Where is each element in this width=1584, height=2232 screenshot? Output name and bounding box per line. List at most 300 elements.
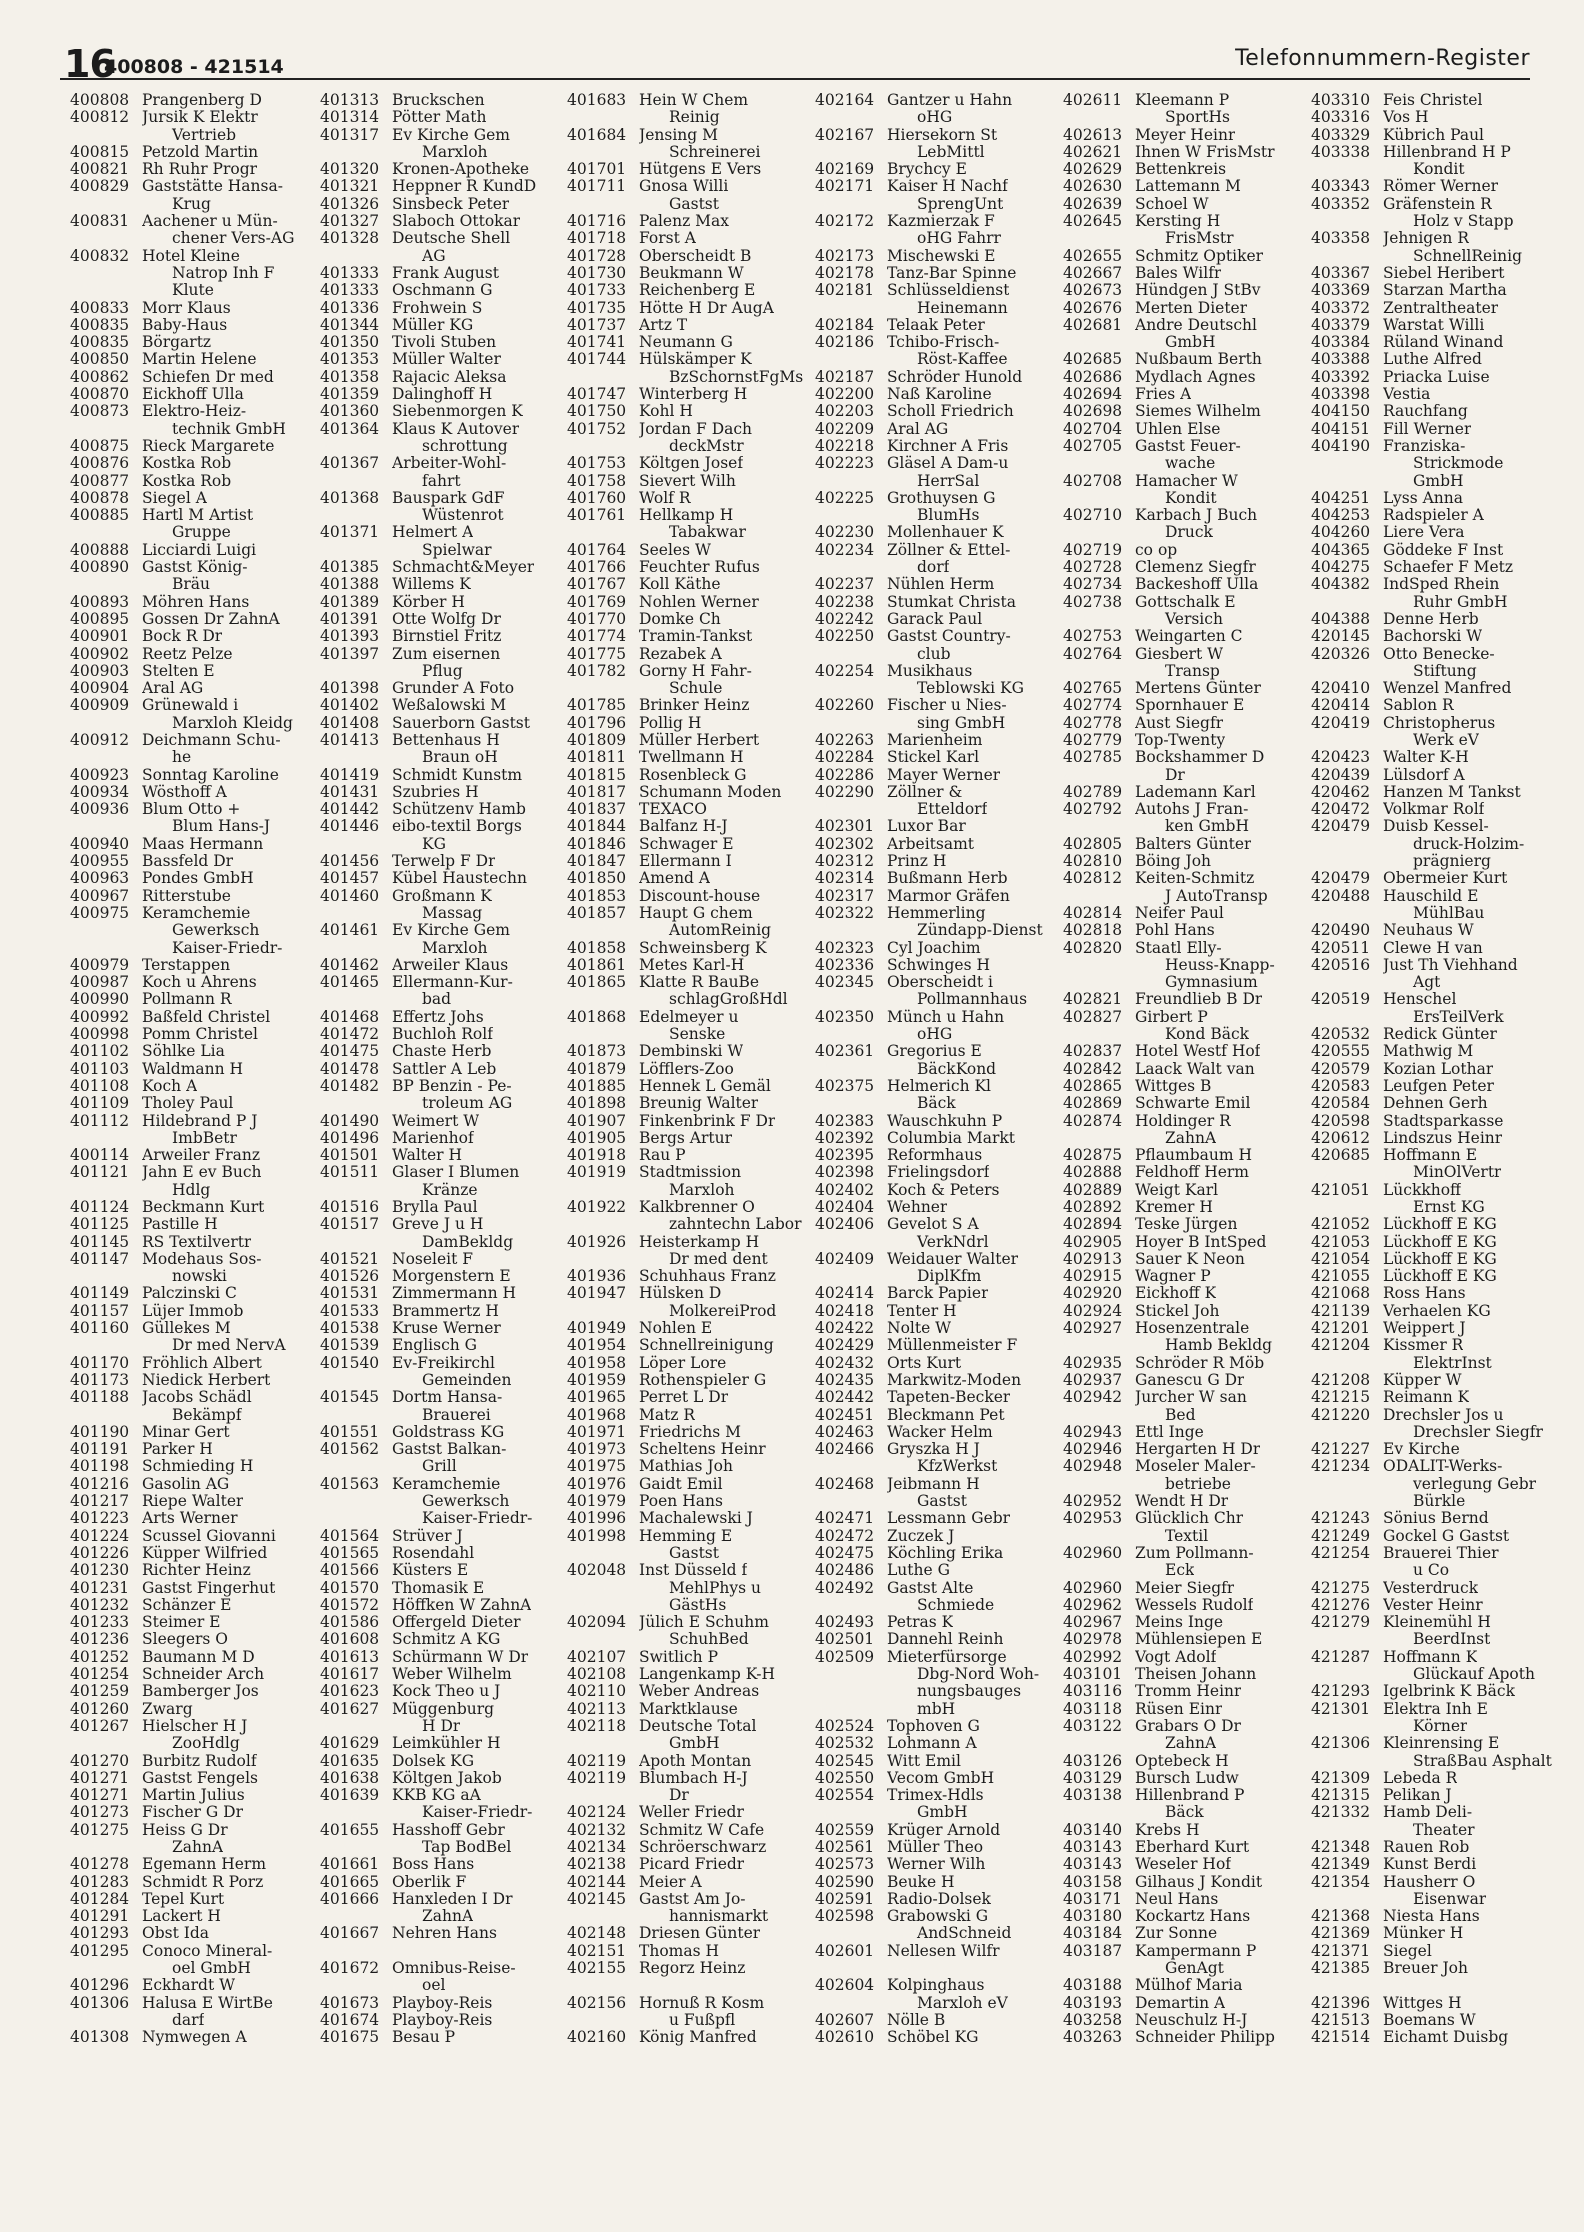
directory-entry xyxy=(815,1493,1062,1510)
subscriber-name: Marxloh xyxy=(422,143,488,161)
phone-number: 402108 xyxy=(567,1665,627,1684)
phone-number xyxy=(815,230,887,247)
phone-number: 402765 xyxy=(1063,679,1123,698)
directory-entry xyxy=(70,317,317,334)
subscriber-name: Gossen Dr ZahnA xyxy=(142,610,280,628)
directory-entry xyxy=(320,1787,567,1804)
directory-entry xyxy=(70,2029,317,2046)
phone-number: 421215 xyxy=(1311,1388,1371,1407)
subscriber-name: Demartin A xyxy=(1135,1994,1226,2012)
directory-entry xyxy=(320,1026,567,1043)
subscriber-name: Schmiede xyxy=(917,1596,995,1614)
subscriber-name: Lückhoff E KG xyxy=(1383,1250,1497,1268)
subscriber-name: Hülskämper K xyxy=(639,351,752,369)
directory-entry xyxy=(70,1614,317,1631)
phone-number: 401684 xyxy=(567,125,627,144)
subscriber-name: Marienheim xyxy=(887,731,983,749)
subscriber-name: Hötte H Dr AugA xyxy=(639,299,774,317)
phone-number xyxy=(815,922,887,939)
phone-number: 402613 xyxy=(1063,125,1123,144)
subscriber-name: Balters Günter xyxy=(1135,835,1252,853)
phone-number: 401232 xyxy=(70,1595,130,1614)
phone-number: 401540 xyxy=(320,1353,380,1372)
directory-entry xyxy=(567,1095,814,1112)
subscriber-name: Gilhaus J Kondit xyxy=(1135,1873,1263,1891)
directory-entry xyxy=(70,1770,317,1787)
directory-entry xyxy=(567,1458,814,1475)
directory-entry xyxy=(70,974,317,991)
subscriber-name: Hauschild E xyxy=(1383,887,1479,905)
phone-number: 403263 xyxy=(1063,2028,1123,2047)
subscriber-name: Feuchter Rufus xyxy=(639,559,760,577)
phone-number xyxy=(815,109,887,126)
directory-entry xyxy=(567,403,814,420)
directory-entry xyxy=(70,1061,317,1078)
directory-entry xyxy=(815,248,1062,265)
subscriber-name: Top-Twenty xyxy=(1135,731,1226,749)
subscriber-name: Hemmerling xyxy=(887,904,986,922)
subscriber-name: Zöllner & xyxy=(887,783,963,801)
subscriber-name: Nellesen Wilfr xyxy=(887,1942,1000,1960)
directory-entry xyxy=(1063,888,1310,905)
directory-entry xyxy=(320,1458,567,1475)
subscriber-name: Weller Friedr xyxy=(639,1804,744,1822)
directory-entry xyxy=(320,1095,567,1112)
phone-number: 421208 xyxy=(1311,1370,1371,1389)
directory-entry xyxy=(567,1147,814,1164)
phone-number xyxy=(815,196,887,213)
subscriber-name: Möhren Hans xyxy=(142,593,250,611)
subscriber-name: Andre Deutschl xyxy=(1135,316,1257,334)
directory-entry xyxy=(1063,1268,1310,1285)
directory-entry xyxy=(815,1458,1062,1475)
subscriber-name: Rüland Winand xyxy=(1383,334,1504,352)
directory-entry xyxy=(1063,438,1310,455)
directory-entry xyxy=(70,922,317,939)
phone-number: 401627 xyxy=(320,1699,380,1718)
directory-entry xyxy=(815,1130,1062,1147)
directory-entry xyxy=(815,386,1062,403)
phone-number: 402486 xyxy=(815,1561,875,1580)
directory-entry xyxy=(1063,386,1310,403)
directory-entry xyxy=(320,697,567,714)
directory-entry xyxy=(567,1199,814,1216)
phone-number xyxy=(567,1251,639,1268)
directory-entry xyxy=(70,732,317,749)
phone-number: 401629 xyxy=(320,1734,380,1753)
subscriber-name: Nohlen E xyxy=(639,1320,713,1338)
directory-entry xyxy=(70,1510,317,1527)
directory-entry xyxy=(320,1804,567,1821)
subscriber-name: Beukmann W xyxy=(639,264,744,282)
subscriber-name: Kleinemühl H xyxy=(1383,1614,1491,1632)
directory-entry xyxy=(320,507,567,524)
directory-entry xyxy=(70,265,317,282)
subscriber-name: Nehren Hans xyxy=(392,1925,497,1943)
subscriber-name: Pflaumbaum H xyxy=(1135,1147,1252,1165)
directory-entry xyxy=(1311,1770,1558,1787)
subscriber-name: Bamberger Jos xyxy=(142,1683,259,1701)
subscriber-name: Schule xyxy=(669,680,723,698)
subscriber-name: Güllekes M xyxy=(142,1320,231,1338)
phone-number: 402230 xyxy=(815,523,875,542)
subscriber-name: Drechsler Jos u xyxy=(1383,1406,1504,1424)
phone-number: 402967 xyxy=(1063,1613,1123,1632)
directory-entry xyxy=(70,213,317,230)
directory-entry xyxy=(815,801,1062,818)
directory-entry xyxy=(1063,697,1310,714)
directory-entry xyxy=(320,1701,567,1718)
directory-entry xyxy=(320,248,567,265)
phone-number: 401295 xyxy=(70,1941,130,1960)
directory-entry xyxy=(1311,680,1558,697)
subscriber-name: Lyss Anna xyxy=(1383,489,1464,507)
phone-number xyxy=(567,1303,639,1320)
phone-number: 400878 xyxy=(70,488,130,507)
phone-number: 402160 xyxy=(567,2028,627,2047)
directory-entry xyxy=(70,1701,317,1718)
phone-number: 401586 xyxy=(320,1613,380,1632)
subscriber-name: Effertz Johs xyxy=(392,1008,484,1026)
phone-number: 401857 xyxy=(567,903,627,922)
phone-number: 404275 xyxy=(1311,558,1371,577)
phone-number: 401112 xyxy=(70,1111,130,1130)
subscriber-name: Wüstenrot xyxy=(422,507,504,525)
subscriber-name: Redick Günter xyxy=(1383,1026,1497,1044)
phone-number: 420439 xyxy=(1311,765,1371,784)
subscriber-name: Müllenmeister F xyxy=(887,1337,1018,1355)
directory-entry xyxy=(567,1718,814,1735)
subscriber-name: Artz T xyxy=(639,316,688,334)
subscriber-name: Grabowski G xyxy=(887,1908,989,1926)
phone-number: 401360 xyxy=(320,402,380,421)
directory-entry xyxy=(567,680,814,697)
phone-number: 401313 xyxy=(320,92,380,109)
directory-entry xyxy=(815,161,1062,178)
phone-number xyxy=(567,524,639,541)
phone-number: 401764 xyxy=(567,540,627,559)
subscriber-name: Schwager E xyxy=(639,835,734,853)
directory-entry xyxy=(567,1804,814,1821)
directory-entry xyxy=(567,1562,814,1579)
subscriber-name: Langenkamp K-H xyxy=(639,1666,775,1684)
directory-entry xyxy=(1311,369,1558,386)
directory-entry xyxy=(70,1458,317,1475)
phone-number: 401533 xyxy=(320,1301,380,1320)
subscriber-name: Breuer Joh xyxy=(1383,1960,1468,1978)
directory-entry xyxy=(320,1977,567,1994)
directory-entry xyxy=(70,1493,317,1510)
phone-number: 421053 xyxy=(1311,1232,1371,1251)
phone-number: 401364 xyxy=(320,419,380,438)
directory-entry xyxy=(567,663,814,680)
subscriber-name: KG xyxy=(422,835,446,853)
subscriber-name: Pastille H xyxy=(142,1216,218,1234)
directory-entry xyxy=(70,1977,317,1994)
subscriber-name: Fries A xyxy=(1135,386,1192,404)
subscriber-name: Gastst xyxy=(917,1493,967,1511)
subscriber-name: Karbach J Buch xyxy=(1135,507,1258,525)
phone-number xyxy=(567,2012,639,2029)
phone-number xyxy=(567,1631,639,1648)
phone-number: 420472 xyxy=(1311,800,1371,819)
phone-number: 402260 xyxy=(815,696,875,715)
phone-number: 421368 xyxy=(1311,1907,1371,1926)
subscriber-name: Ross Hans xyxy=(1383,1285,1466,1303)
phone-number: 401517 xyxy=(320,1215,380,1234)
subscriber-name: Rauen Rob xyxy=(1383,1838,1470,1856)
phone-number: 401326 xyxy=(320,194,380,213)
phone-number xyxy=(1311,1977,1383,1994)
subscriber-name: Thomas H xyxy=(639,1942,719,1960)
subscriber-name: Bruckschen xyxy=(392,92,485,109)
directory-entry xyxy=(320,1251,567,1268)
phone-number: 401358 xyxy=(320,367,380,386)
subscriber-name xyxy=(392,1943,397,1960)
subscriber-name: Eickhoff Ulla xyxy=(142,386,244,404)
phone-number xyxy=(1311,248,1383,265)
phone-number xyxy=(815,1095,887,1112)
directory-entry xyxy=(1063,230,1310,247)
subscriber-name: Kaiser-Friedr- xyxy=(422,1804,533,1822)
subscriber-name: Siebenmorgen K xyxy=(392,403,523,421)
directory-entry xyxy=(815,230,1062,247)
phone-number xyxy=(1311,905,1383,922)
directory-entry xyxy=(1063,801,1310,818)
directory-entry xyxy=(1063,628,1310,645)
subscriber-name: Aust Siegfr xyxy=(1135,714,1224,732)
phone-number: 400870 xyxy=(70,385,130,404)
subscriber-name: Frohwein S xyxy=(392,299,483,317)
phone-number xyxy=(1311,161,1383,178)
phone-number xyxy=(70,576,142,593)
directory-entry xyxy=(320,351,567,368)
directory-entry xyxy=(1063,991,1310,1008)
subscriber-name: Starzan Martha xyxy=(1383,282,1507,300)
subscriber-name: Lebeda R xyxy=(1383,1769,1458,1787)
directory-entry xyxy=(1311,317,1558,334)
subscriber-name: Radspieler A xyxy=(1383,507,1484,525)
subscriber-name: ZahnA xyxy=(1165,1129,1217,1147)
directory-entry xyxy=(70,161,317,178)
subscriber-name: Baby-Haus xyxy=(142,316,228,334)
phone-number xyxy=(1311,1355,1383,1372)
subscriber-name: Gaststätte Hansa- xyxy=(142,178,283,196)
subscriber-name: Hasshoff Gebr xyxy=(392,1821,505,1839)
subscriber-name: Duisb Kessel- xyxy=(1383,818,1489,836)
phone-number xyxy=(1063,974,1135,991)
subscriber-name: ZooHdlg xyxy=(172,1735,240,1753)
directory-entry xyxy=(1311,818,1558,835)
directory-entry xyxy=(567,1355,814,1372)
phone-number: 421275 xyxy=(1311,1578,1371,1597)
phone-number: 401572 xyxy=(320,1595,380,1614)
directory-entry xyxy=(70,559,317,576)
phone-number: 401973 xyxy=(567,1440,627,1459)
directory-entry xyxy=(567,2029,814,2046)
directory-entry xyxy=(815,767,1062,784)
phone-number: 401461 xyxy=(320,921,380,940)
directory-entry xyxy=(320,524,567,541)
phone-number xyxy=(815,351,887,368)
directory-entry xyxy=(70,230,317,247)
subscriber-name: Hotel Kleine xyxy=(142,247,240,265)
phone-number: 401811 xyxy=(567,748,627,767)
phone-number xyxy=(1063,1735,1135,1752)
subscriber-name: oHG xyxy=(917,109,953,127)
directory-entry xyxy=(320,369,567,386)
phone-number: 401419 xyxy=(320,765,380,784)
subscriber-name: Müller KG xyxy=(392,316,474,334)
subscriber-name: Hillenbrand P xyxy=(1135,1787,1245,1805)
directory-entry xyxy=(320,767,567,784)
phone-number xyxy=(567,144,639,161)
directory-entry xyxy=(567,1407,814,1424)
subscriber-name: Gastst xyxy=(669,1544,719,1562)
subscriber-name: Grothuysen G xyxy=(887,489,996,507)
directory-entry xyxy=(1063,1113,1310,1130)
subscriber-name: Koch A xyxy=(142,1077,198,1095)
phone-number: 420462 xyxy=(1311,782,1371,801)
directory-entry xyxy=(815,1182,1062,1199)
phone-number: 402203 xyxy=(815,402,875,421)
directory-entry xyxy=(1063,1061,1310,1078)
phone-number xyxy=(1063,1528,1135,1545)
phone-number: 401385 xyxy=(320,558,380,577)
subscriber-name: J AutoTransp xyxy=(1165,887,1268,905)
subscriber-name: Palczinski C xyxy=(142,1285,237,1303)
phone-number: 400904 xyxy=(70,679,130,698)
phone-number: 404388 xyxy=(1311,609,1371,628)
directory-entry xyxy=(567,1943,814,1960)
subscriber-name: Buchloh Rolf xyxy=(392,1026,493,1044)
phone-number: 402869 xyxy=(1063,1094,1123,1113)
directory-entry xyxy=(567,455,814,472)
subscriber-name: GmbH xyxy=(1165,334,1216,352)
subscriber-name: Marxloh eV xyxy=(917,1994,1008,2012)
directory-entry xyxy=(1311,1562,1558,1579)
subscriber-name: Dehnen Gerh xyxy=(1383,1095,1488,1113)
directory-entry xyxy=(815,628,1062,645)
subscriber-name: Playboy-Reis xyxy=(392,1994,493,2012)
phone-number: 401538 xyxy=(320,1319,380,1338)
directory-entry xyxy=(70,455,317,472)
subscriber-name: ZahnA xyxy=(1165,1735,1217,1753)
subscriber-name: Lückkhoff xyxy=(1383,1181,1462,1199)
directory-entry xyxy=(1063,1943,1310,1960)
phone-number: 402719 xyxy=(1063,540,1123,559)
directory-entry xyxy=(1311,1320,1558,1337)
subscriber-name: Göddeke F Inst xyxy=(1383,541,1504,559)
phone-number: 402144 xyxy=(567,1872,627,1891)
directory-entry xyxy=(815,1718,1062,1735)
subscriber-name: Hanzen M Tankst xyxy=(1383,783,1521,801)
subscriber-name: Transp xyxy=(1165,662,1220,680)
directory-entry xyxy=(1063,818,1310,835)
directory-entry xyxy=(1311,1580,1558,1597)
subscriber-name: Weßalowski M xyxy=(392,697,507,715)
directory-entry xyxy=(1063,1493,1310,1510)
subscriber-name: technik GmbH xyxy=(172,420,286,438)
directory-entry xyxy=(320,334,567,351)
directory-entry xyxy=(1311,853,1558,870)
subscriber-name: Mühlensiepen E xyxy=(1135,1631,1263,1649)
directory-entry xyxy=(815,1839,1062,1856)
phone-number: 402704 xyxy=(1063,419,1123,438)
subscriber-name: Telaak Peter xyxy=(887,316,985,334)
subscriber-name: Winterberg H xyxy=(639,386,748,404)
subscriber-name: Petras K xyxy=(887,1614,954,1632)
subscriber-name: Massag xyxy=(422,904,483,922)
phone-number: 420685 xyxy=(1311,1146,1371,1165)
phone-number: 402778 xyxy=(1063,713,1123,732)
directory-entry xyxy=(815,109,1062,126)
directory-entry xyxy=(70,715,317,732)
subscriber-name: Kazmierzak F xyxy=(887,213,995,231)
directory-entry xyxy=(70,1528,317,1545)
subscriber-name: Sablon R xyxy=(1383,697,1454,715)
subscriber-name: Heisterkamp H xyxy=(639,1233,760,1251)
directory-entry xyxy=(815,749,1062,766)
subscriber-name: GästHs xyxy=(669,1596,727,1614)
phone-number: 402184 xyxy=(815,315,875,334)
phone-number: 400815 xyxy=(70,142,130,161)
subscriber-name: Braun oH xyxy=(422,749,498,767)
directory-entry xyxy=(1063,1891,1310,1908)
phone-number: 401639 xyxy=(320,1786,380,1805)
directory-entry xyxy=(70,870,317,887)
directory-entry xyxy=(567,767,814,784)
subscriber-name: Gastst Country- xyxy=(887,628,1011,646)
subscriber-name: hannismarkt xyxy=(669,1908,769,1926)
directory-entry xyxy=(1311,888,1558,905)
directory-entry xyxy=(815,455,1062,472)
phone-number: 403338 xyxy=(1311,142,1371,161)
directory-entry xyxy=(567,282,814,299)
directory-entry xyxy=(320,749,567,766)
directory-entry xyxy=(320,1960,567,1977)
phone-number xyxy=(815,991,887,1008)
phone-number: 401456 xyxy=(320,852,380,871)
phone-number xyxy=(567,1182,639,1199)
directory-entry xyxy=(815,888,1062,905)
directory-entry xyxy=(1063,853,1310,870)
subscriber-name: Löper Lore xyxy=(639,1354,727,1372)
subscriber-name: Birnstiel Fritz xyxy=(392,628,502,646)
subscriber-name: Sievert Wilh xyxy=(639,472,736,490)
subscriber-name: Ev Kirche Gem xyxy=(392,922,510,940)
directory-entry xyxy=(320,1355,567,1372)
phone-number xyxy=(320,248,392,265)
subscriber-name: Schneider Philipp xyxy=(1135,2029,1275,2047)
subscriber-name: Lülsdorf A xyxy=(1383,766,1465,784)
phone-number: 402948 xyxy=(1063,1457,1123,1476)
directory-entry xyxy=(1063,1026,1310,1043)
directory-entry xyxy=(1063,1977,1310,1994)
directory-entry xyxy=(70,1856,317,1873)
subscriber-name: Pondes GmbH xyxy=(142,870,254,888)
directory-entry xyxy=(1311,1528,1558,1545)
subscriber-name: Jursik K Elektr xyxy=(142,109,258,127)
directory-entry xyxy=(567,178,814,195)
directory-entry xyxy=(815,784,1062,801)
phone-number: 401460 xyxy=(320,886,380,905)
subscriber-name: Zündapp-Dienst xyxy=(917,922,1043,940)
phone-number: 401271 xyxy=(70,1768,130,1787)
directory-entry xyxy=(815,1061,1062,1078)
directory-entry xyxy=(815,1891,1062,1908)
directory-entry xyxy=(1063,715,1310,732)
